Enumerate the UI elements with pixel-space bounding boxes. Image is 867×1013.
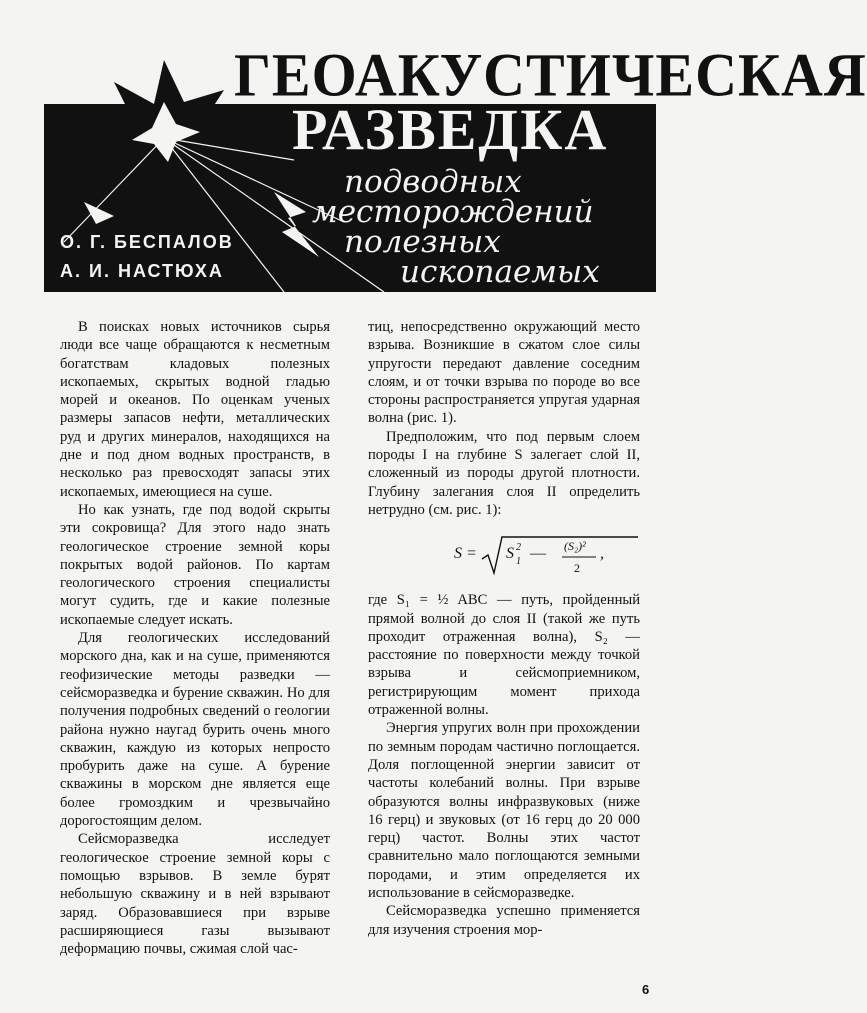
title-banner [44,41,867,292]
formula-denominator: 2 [574,561,580,576]
right-column [368,318,640,939]
formula-s1-sup: 2 [516,542,521,554]
subtitle-line-3: полезных [344,224,501,260]
title-line-1: ГЕОАКУСТИЧЕСКАЯ [234,41,867,110]
paragraph: В поисках новых источников сырья люди все чаще обращаются к несметным богатствам кладовых полезных ископаемых, скрытых водной гладью морей и океанов. По оценкам ученых размеры запасов нефти, металлических руд и других минералов, находящихся на дне и под дном водных пространств, в несколько раз превосходят запасы этих ископаемых, имеющиеся на суше. [60,319,330,500]
subtitle-line-2: месторождений [312,194,594,230]
formula-s1: S [506,545,514,563]
formula-comma: , [600,545,604,563]
formula-s1-sub: 1 [516,556,521,568]
paragraph: Энергия упругих волн при прохождении по земным породам частично поглощается. Доля поглощенной энергии зависит от частоты колебаний волны. При взрыве образуются волны инфразвуковых (ниже 16 герц) и звуковых (от 16 герц до 20 000 герц) частот. Волны этих частот сравнительно мало поглощаются земными породами, и этим определяется их использование в сейсморазведке. [368,720,640,902]
formula-numerator: (S₂)² [564,539,586,554]
depth-formula [368,533,640,577]
author-2: А. И. НАСТЮХА [60,261,224,281]
author-1: О. Г. БЕСПАЛОВ [60,232,234,252]
paragraph: Предположим, что под первым слоем породы I на глубине S залегает слой II, сложенный из породы другой плотности. Глубину залегания слоя II определить нетрудно (см. рис. 1): [368,428,640,518]
subtitle-line-4: ископаемых [400,254,600,290]
left-column [60,318,330,958]
page-number: 6 [642,982,650,997]
paragraph: Для геологических исследований морского дна, как и на суше, применяются геофизические методы разведки — сейсморазведка и бурение скважин. Но для получения подробных сведений о геологии района нужно наугад бурить очень много скважин, каждую из которых непросто пробурить даже на суше. А бурение скважины в морском дне является еще более громоздким и чрезвычайно дорогостоящим делом. [60,630,330,830]
paragraph: тиц, непосредственно окружающий место взрыва. Возникшие в сжатом слое силы упругости передают давление соседним слоям, и от точки взрыва по породе во все стороны распространяется упругая ударная волна (рис. 1). [368,319,640,427]
formula-minus: — [530,545,546,563]
paragraph: Сейсморазведка успешно применяется для изучения строения мор- [368,903,640,938]
paragraph: Но как узнать, где под водой скрыты эти сокровища? Для этого надо знать геологическое строение земной коры покрытых водой районов. По картам геологического строения специалисты могут судить, где и какие полезные ископаемые следует искать. [60,501,330,628]
sqrt-sign-icon [480,533,640,577]
paragraph: где S₁ = ½ ABC — путь, пройденный прямой волной до слоя II (такой же путь проходит отраженная волна), S₂ — расстояние по поверхности между точкой взрыва и сейсмоприемником, регистрирующим момент прихода отраженной волны. [368,592,640,719]
title-line-2: РАЗВЕДКА [292,97,609,162]
formula-lhs: S = [454,545,477,563]
paragraph: Сейсморазведка исследует геологическое строение земной коры с помощью взрывов. В земле бурят небольшую скважину и в ней взрывают заряд. Образовавшиеся при взрыве расширяющиеся газы вызывают деформацию почвы, сжимая слой час- [60,831,330,958]
subtitle-line-1: подводных [344,164,522,200]
